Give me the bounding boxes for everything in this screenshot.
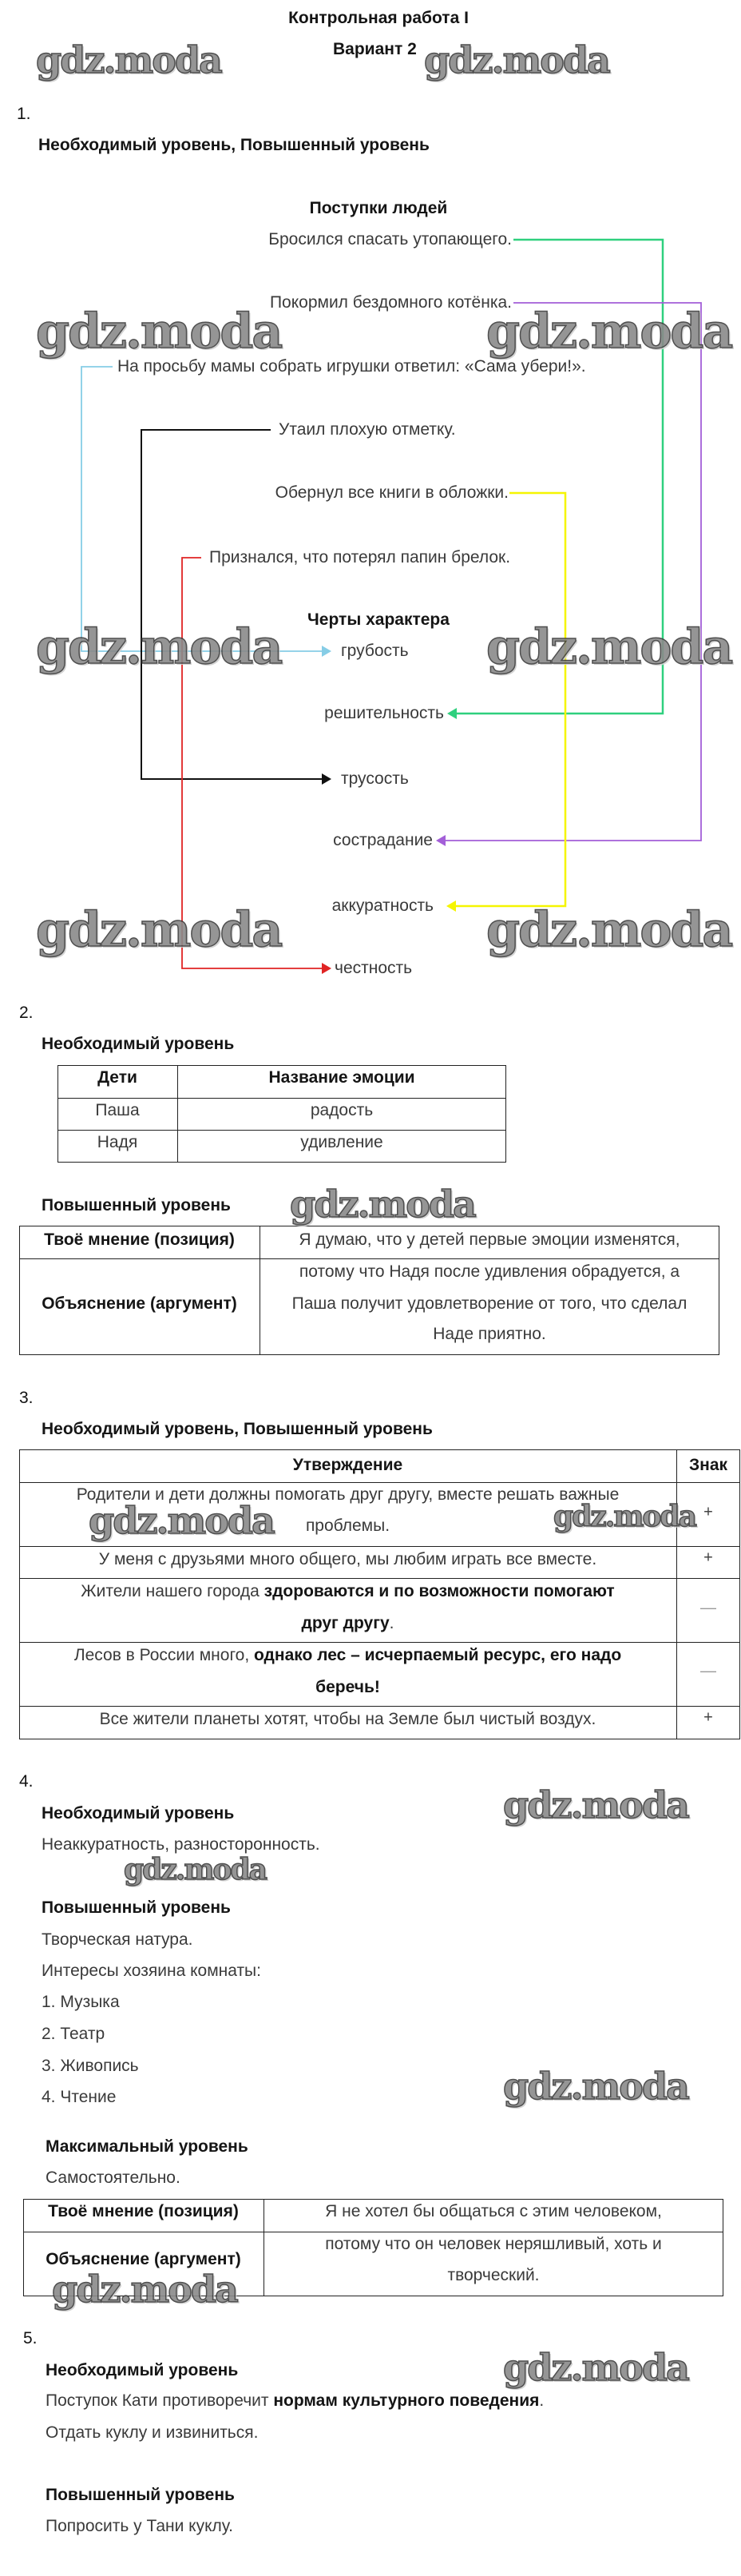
statement-text: У меня с друзьями много общего, мы любим играть все вместе. bbox=[98, 1550, 597, 1568]
table-cell: Паша bbox=[95, 1101, 140, 1119]
action-item: Обернул все книги в обложки. bbox=[275, 483, 509, 502]
task-number: 5. bbox=[23, 2329, 38, 2347]
answer-text: Отдать куклу и извиниться. bbox=[46, 2423, 259, 2442]
watermark: gdz.moda bbox=[503, 1783, 688, 1827]
answer-bold: нормам культурного поведения bbox=[273, 2391, 540, 2410]
action-item: На просьбу мамы собрать игрушки ответил: «Сама убери!». bbox=[117, 357, 586, 376]
level-heading: Необходимый уровень bbox=[42, 1035, 235, 1053]
argument-text: потому что он человек неряшливый, хоть и bbox=[325, 2235, 662, 2253]
watermark: gdz.moda bbox=[36, 619, 282, 675]
answer-normal: Поступок Кати противоречит bbox=[46, 2391, 274, 2410]
interest-item: 2. Театр bbox=[42, 2025, 105, 2043]
task-number: 3. bbox=[19, 1389, 34, 1407]
watermark: gdz.moda bbox=[424, 38, 609, 81]
level-heading: Необходимый уровень bbox=[46, 2361, 239, 2379]
table-header: Дети bbox=[97, 1068, 137, 1087]
watermark: gdz.moda bbox=[36, 38, 221, 81]
sign-plus: + bbox=[703, 1708, 713, 1727]
action-item: Утаил плохую отметку. bbox=[279, 420, 456, 439]
arrowhead-yellow bbox=[446, 900, 456, 912]
watermark: gdz.moda bbox=[52, 2268, 237, 2311]
arrowhead-red bbox=[322, 963, 331, 974]
level-heading: Необходимый уровень bbox=[42, 1804, 235, 1823]
task-number: 2. bbox=[19, 1004, 34, 1022]
watermark: gdz.moda bbox=[290, 1183, 475, 1226]
watermark: gdz.moda bbox=[503, 2346, 688, 2389]
trait-item: решительность bbox=[324, 704, 444, 722]
connector-light-blue bbox=[81, 367, 324, 651]
argument-text: Наде приятно. bbox=[433, 1325, 546, 1343]
watermark: gdz.moda bbox=[89, 1499, 274, 1542]
watermark: gdz.moda bbox=[124, 1853, 266, 1886]
level-heading: Повышенный уровень bbox=[42, 1196, 231, 1214]
trait-item: грубость bbox=[341, 642, 409, 660]
page-title: Контрольная работа I bbox=[288, 9, 469, 27]
position-label: Твоё мнение (позиция) bbox=[44, 1230, 235, 1249]
statement-normal: . bbox=[389, 1614, 394, 1632]
table-header: Название эмоции bbox=[268, 1068, 415, 1087]
trait-item: честность bbox=[335, 959, 413, 977]
trait-item: аккуратность bbox=[331, 896, 434, 915]
sign-plus: + bbox=[703, 1503, 713, 1521]
sign-minus: — bbox=[700, 1662, 716, 1680]
statement-normal: Лесов в России много, bbox=[73, 1646, 254, 1664]
statement-normal: Жители нашего города bbox=[81, 1582, 264, 1600]
action-item: Бросился спасать утопающего. bbox=[268, 230, 512, 248]
arrowhead-black bbox=[322, 773, 331, 785]
argument-label: Объяснение (аргумент) bbox=[42, 1294, 237, 1313]
argument-text: потому что Надя после удивления обрадуется, а bbox=[299, 1262, 680, 1281]
level-heading: Необходимый уровень, Повышенный уровень bbox=[42, 1420, 433, 1438]
arrowhead-green bbox=[447, 708, 457, 719]
trait-item: трусость bbox=[341, 769, 409, 788]
interest-item: 1. Музыка bbox=[42, 1993, 120, 2011]
statement-bold: беречь! bbox=[315, 1678, 380, 1696]
answer-text: Творческая натура. bbox=[42, 1930, 193, 1949]
table-cell: радость bbox=[310, 1101, 374, 1119]
watermark: gdz.moda bbox=[503, 2065, 688, 2108]
position-text: Я думаю, что у детей первые эмоции изменятся, bbox=[299, 1230, 680, 1249]
statement-text: Родители и дети должны помогать друг другу, вместе решать важные bbox=[76, 1485, 620, 1504]
variant-label: Вариант 2 bbox=[333, 40, 417, 58]
answer-text: Самостоятельно. bbox=[46, 2169, 180, 2187]
statement-text bbox=[19, 1581, 676, 1602]
actions-title: Поступки людей bbox=[309, 199, 448, 217]
sign-minus: — bbox=[700, 1599, 716, 1617]
action-item: Признался, что потерял папин брелок. bbox=[209, 548, 511, 566]
watermark: gdz.moda bbox=[36, 902, 282, 958]
statement-text: проблемы. bbox=[305, 1517, 390, 1535]
answer-text: Попросить у Тани куклу. bbox=[46, 2517, 234, 2535]
watermark: gdz.moda bbox=[36, 304, 282, 360]
arrowhead-purple bbox=[436, 835, 446, 846]
task-number: 4. bbox=[19, 1772, 34, 1791]
table-header: Знак bbox=[688, 1456, 728, 1474]
table-header: Утверждение bbox=[292, 1456, 403, 1474]
statement-text: Все жители планеты хотят, чтобы на Земле был чистый воздух. bbox=[99, 1710, 596, 1728]
interest-item: 4. Чтение bbox=[42, 2088, 117, 2106]
position-label: Твоё мнение (позиция) bbox=[48, 2202, 239, 2220]
watermark: gdz.moda bbox=[486, 619, 732, 675]
position-text: Я не хотел бы общаться с этим человеком, bbox=[325, 2202, 662, 2220]
task-number: 1. bbox=[17, 105, 31, 123]
arrowhead-light-blue bbox=[322, 646, 331, 657]
statement-text bbox=[19, 1645, 676, 1666]
interests-label: Интересы хозяина комнаты: bbox=[42, 1962, 261, 1980]
level-heading: Повышенный уровень bbox=[42, 1898, 231, 1917]
traits-title: Черты характера bbox=[307, 610, 450, 629]
table-cell: Надя bbox=[97, 1133, 138, 1151]
action-item: Покормил бездомного котёнка. bbox=[269, 293, 512, 312]
sign-plus: + bbox=[703, 1548, 713, 1567]
task-heading: Необходимый уровень, Повышенный уровень bbox=[38, 136, 430, 154]
interest-item: 3. Живопись bbox=[42, 2057, 139, 2075]
argument-text: творческий. bbox=[447, 2266, 540, 2284]
watermark: gdz.moda bbox=[486, 304, 732, 360]
table-cell: удивление bbox=[300, 1133, 383, 1151]
answer-normal: . bbox=[539, 2391, 545, 2410]
level-heading: Максимальный уровень bbox=[46, 2137, 248, 2156]
argument-label: Объяснение (аргумент) bbox=[46, 2250, 241, 2268]
statement-bold: здороваются и по возможности помогают bbox=[264, 1582, 615, 1600]
watermark: gdz.moda bbox=[486, 902, 732, 958]
watermark: gdz.moda bbox=[553, 1500, 695, 1533]
statement-bold: однако лес – исчерпаемый ресурс, его надо bbox=[254, 1646, 622, 1664]
level-heading: Повышенный уровень bbox=[46, 2486, 235, 2504]
argument-text: Паша получит удовлетворение от того, что сделал bbox=[291, 1294, 688, 1313]
statement-bold: друг другу bbox=[301, 1614, 390, 1632]
trait-item: сострадание bbox=[333, 831, 433, 849]
statement-text bbox=[19, 1613, 676, 1634]
answer-text bbox=[46, 2391, 544, 2411]
answer-text: Неаккуратность, разносторонность. bbox=[42, 1835, 320, 1854]
